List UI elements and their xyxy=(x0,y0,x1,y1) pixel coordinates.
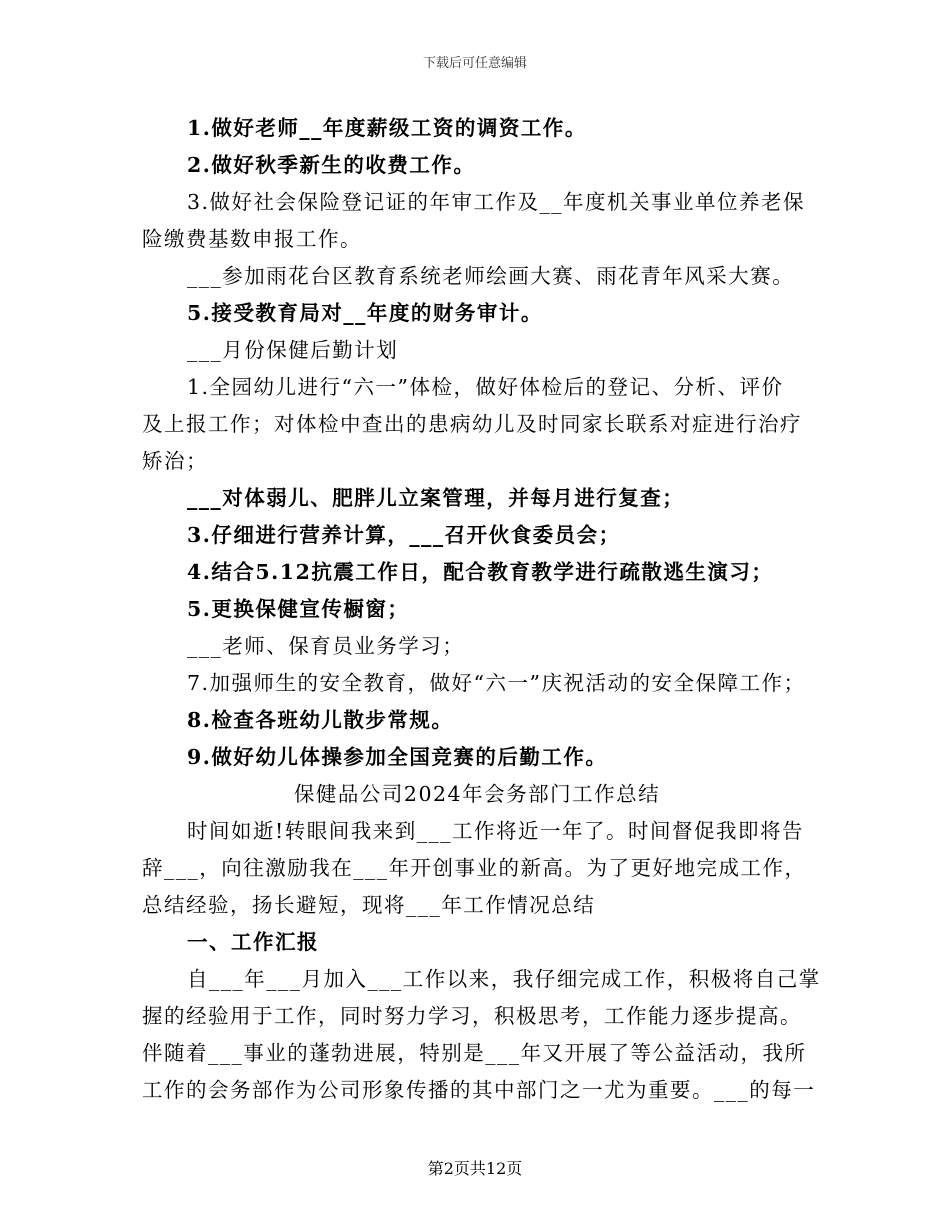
text-line: 时间如逝!转眼间我来到___工作将近一年了。时间督促我即将告 xyxy=(187,819,804,843)
text-line: 5.接受教育局对__年度的财务审计。 xyxy=(187,301,543,325)
page-header: 下载后可任意编辑 xyxy=(422,56,527,71)
text-line: 1.全园幼儿进行“六一”体检，做好体检后的登记、分析、评价 xyxy=(187,375,784,399)
text-line: ___老师、保育员业务学习； xyxy=(187,634,465,658)
text-line: 7.加强师生的安全教育，做好“六一”庆祝活动的安全保障工作； xyxy=(187,671,806,695)
page-footer: 第2页共12页 xyxy=(427,1159,523,1178)
document-body xyxy=(142,110,821,1109)
text-line: 辞___，向往激励我在___年开创事业的新高。为了更好地完成工作， xyxy=(142,856,807,880)
text-line: 4.结合5.12抗震工作日，配合教育教学进行疏散逃生演习； xyxy=(187,560,774,584)
text-line: 矫治； xyxy=(142,449,208,473)
text-line: 2.做好秋季新生的收费工作。 xyxy=(187,153,476,177)
text-line: 一、工作汇报 xyxy=(187,930,319,954)
text-line: 险缴费基数申报工作。 xyxy=(142,227,362,251)
text-line: 伴随着___事业的蓬勃进展，特别是___年又开展了等公益活动，我所 xyxy=(142,1041,807,1065)
text-line: ___月份保健后勤计划 xyxy=(187,338,399,362)
text-line: 5.更换保健宣传橱窗； xyxy=(187,597,410,621)
text-line: 3.仔细进行营养计算，___召开伙食委员会； xyxy=(187,523,621,547)
text-line: 8.检查各班幼儿散步常规。 xyxy=(187,708,454,732)
section-title: 保健品公司2024年会务部门工作总结 xyxy=(293,782,661,806)
text-line: ___参加雨花台区教育系统老师绘画大赛、雨花青年风采大赛。 xyxy=(187,264,795,288)
text-line: 工作的会务部作为公司形象传播的其中部门之一尤为重要。___的每一 xyxy=(142,1078,816,1102)
text-line: 总结经验，扬长避短，现将___年工作情况总结 xyxy=(142,893,596,917)
text-line: 3.做好社会保险登记证的年审工作及__年度机关事业单位养老保 xyxy=(187,190,806,214)
text-line: 及上报工作；对体检中查出的患病幼儿及时同家长联系对症进行治疗 xyxy=(142,412,802,436)
text-line: 自___年___月加入___工作以来，我仔细完成工作，积极将自己掌 xyxy=(187,967,821,991)
text-line: ___对体弱儿、肥胖儿立案管理，并每月进行复查； xyxy=(187,486,685,510)
text-line: 握的经验用于工作，同时努力学习，积极思考，工作能力逐步提高。 xyxy=(142,1004,802,1028)
text-line: 9.做好幼儿体操参加全国竞赛的后勤工作。 xyxy=(187,745,608,769)
text-line: 1.做好老师__年度薪级工资的调资工作。 xyxy=(187,116,587,140)
